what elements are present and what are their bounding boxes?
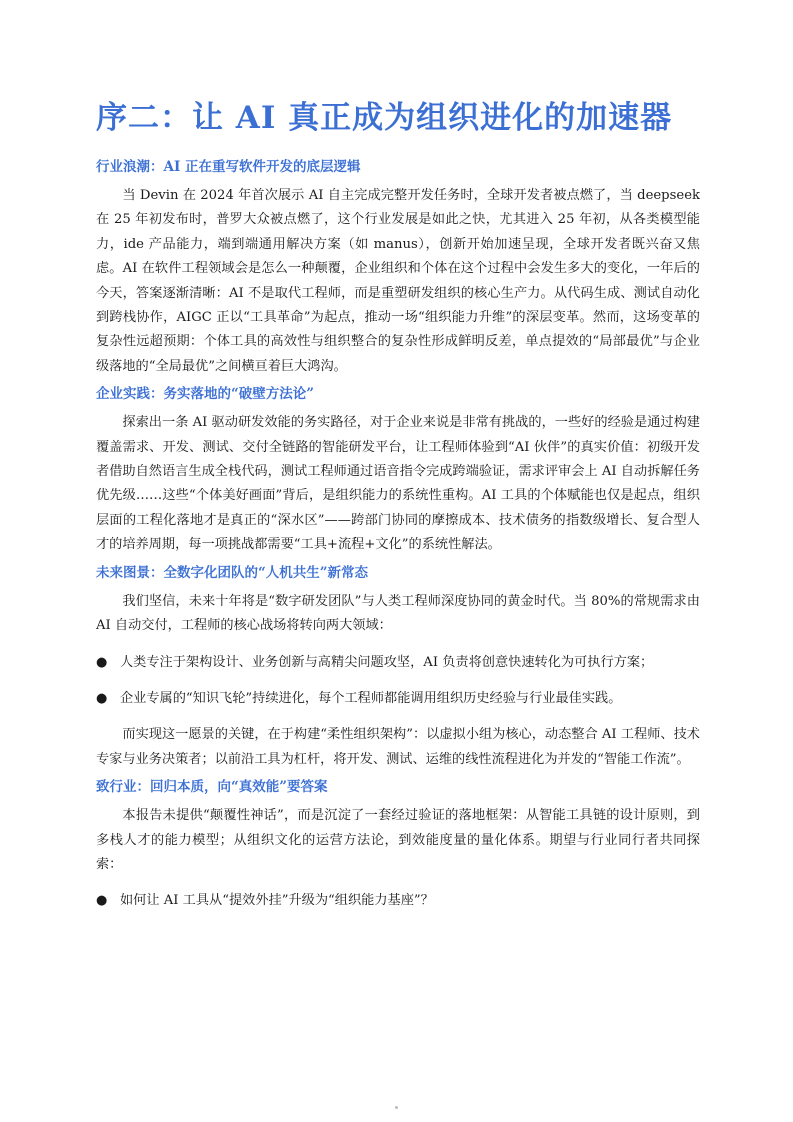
section-heading-enterprise-practice: 企业实践：务实落地的“破壁方法论” <box>96 386 315 403</box>
document-body <box>96 156 700 914</box>
section-paragraph: 探索出一条 AI 驱动研发效能的务实路径，对于企业来说是非常有挑战的，一些好的经验是通过构建覆盖需求、开发、测试、交付全链路的智能研发平台，让工程师体验到“AI 伙伴”的真实价值：初级开发者借助自然语言生成全栈代码，测试工程师通过语音指令完成跨端验证，需求评审会上 AI 自动拆解任务优先级……这些“个体美好画面”背后，是组织能力的系统性重构。AI 工具的个体赋能也仅是起点，组织层面的工程化落地才是真正的“深水区”——跨部门协同的摩擦成本、技术债务的指数级增长、复合型人才的培养周期，每一项挑战都需要“工具+流程+文化”的系统性解法。 <box>96 415 700 553</box>
bullet-text: 企业专属的“知识飞轮”持续进化，每个工程师都能调用组织历史经验与行业最佳实践。 <box>120 690 622 706</box>
section-paragraph: 当 Devin 在 2024 年首次展示 AI 自主完成完整开发任务时，全球开发者被点燃了，当 deepseek 在 25 年初发布时，普罗大众被点燃了，这个行业发展是如此之快，尤其进入 25 年初，从各类模型能力，ide 产品能力，端到端通用解决方案（如 manus），创新开始加速呈现，全球开发者既兴奋又焦虑。AI 在软件工程领域会是怎么一种颠覆，企业组织和个体在这个过程中会发生多大的变化，一年后的今天，答案逐渐清晰：AI 不是取代工程师，而是重塑研发组织的核心生产力。从代码生成、测试自动化到跨栈协作，AIGC 正以“工具革命”为起点，推动一场“组织能力升维”的深层变革。然而，这场变革的复杂性远超预期：个体工具的高效性与组织整合的复杂性形成鲜明反差，单点提效的“局部最优”与企业级落地的“全局最优”之间横亘着巨大鸿沟。 <box>96 188 700 374</box>
section-heading-to-industry: 致行业：回归本质，向“真效能”要答案 <box>96 779 328 796</box>
bullet-dot-icon: ● <box>96 893 108 909</box>
page-title: 序二：让 AI 真正成为组织进化的加速器 <box>96 100 673 136</box>
bullet-text: 人类专注于架构设计、业务创新与高精尖问题攻坚，AI 负责将创意快速转化为可执行方案； <box>120 654 654 670</box>
bullet-dot-icon: ● <box>96 654 108 670</box>
section-heading-future-vision: 未来图景：全数字化团队的“人机共生”新常态 <box>96 564 369 581</box>
bullet-item <box>96 889 700 913</box>
section-paragraph: 本报告未提供“颠覆性神话”，而是沉淀了一套经过验证的落地框架：从智能工具链的设计原则，到多栈人才的能力模型；从组织文化的运营方法论，到效能度量的量化体系。期望与行业同行者共同探索： <box>96 808 700 872</box>
bullet-dot-icon: ● <box>96 690 108 706</box>
section-paragraph: 而实现这一愿景的关键，在于构建“柔性组织架构”：以虚拟小组为核心，动态整合 AI 工程师、技术专家与业务决策者；以前沿工具为杠杆，将开发、测试、运维的线性流程进化为并发的“智能工作流”。 <box>96 727 700 767</box>
bullet-item <box>96 651 700 675</box>
page-footer-dot <box>395 1106 398 1109</box>
section-paragraph: 我们坚信，未来十年将是“数字研发团队”与人类工程师深度协同的黄金时代。当 80%的常规需求由 AI 自动交付，工程师的核心战场将转向两大领域： <box>96 593 700 634</box>
section-heading-industry-wave: 行业浪潮：AI 正在重写软件开发的底层逻辑 <box>96 159 361 175</box>
bullet-item <box>96 687 700 711</box>
bullet-text: 如何让 AI 工具从“提效外挂”升级为“组织能力基座”？ <box>120 893 434 909</box>
